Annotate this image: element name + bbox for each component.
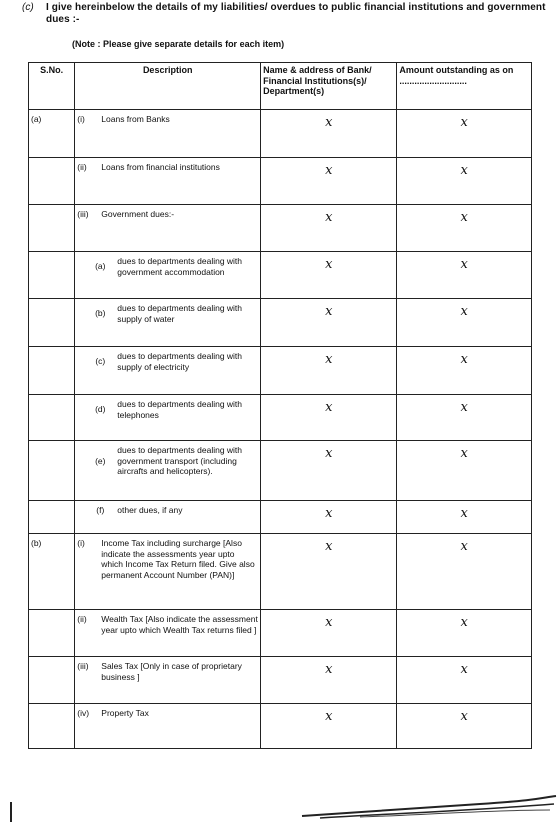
item-label: other dues, if any: [117, 505, 183, 515]
item-label: dues to departments dealing with supply of electricity: [117, 351, 243, 372]
bank-mark: x: [325, 709, 333, 724]
row-sno: [29, 657, 75, 704]
bank-mark: x: [325, 257, 333, 272]
table-row: [29, 158, 532, 205]
margin-mark: [10, 802, 12, 822]
row-sno: [29, 534, 75, 610]
row-description: [75, 534, 261, 610]
amount-mark: x: [460, 709, 468, 724]
row-bank: [261, 252, 397, 299]
row-sno: [29, 110, 75, 158]
bank-mark: x: [325, 304, 333, 319]
header-description: Description: [75, 63, 261, 110]
row-amount: [397, 441, 532, 501]
bank-mark: x: [325, 506, 333, 521]
row-bank: [261, 441, 397, 501]
row-amount: [397, 704, 532, 749]
row-sno: [29, 347, 75, 395]
bank-mark: x: [325, 352, 333, 367]
item-label: dues to departments dealing with government transport (including aircrafts and helicopters).: [117, 445, 243, 476]
item-prefix: (a): [95, 261, 106, 272]
item-roman: (ii): [77, 162, 87, 172]
row-amount: [397, 657, 532, 704]
row-bank: [261, 534, 397, 610]
bank-mark: x: [325, 446, 333, 461]
row-sno: [29, 501, 75, 534]
bank-mark: x: [325, 400, 333, 415]
row-description: [75, 347, 261, 395]
row-bank: [261, 704, 397, 749]
row-amount: [397, 395, 532, 441]
row-description: [75, 610, 261, 657]
item-label: dues to departments dealing with telephones: [117, 399, 243, 420]
row-sno: [29, 441, 75, 501]
row-description: [75, 158, 261, 205]
item-label: dues to departments dealing with government accommodation: [117, 256, 243, 277]
row-amount: [397, 501, 532, 534]
table-row: [29, 205, 532, 252]
item-roman: (i): [77, 538, 85, 548]
bank-mark: x: [325, 539, 333, 554]
amount-mark: x: [460, 539, 468, 554]
note-text: (Note : Please give separate details for each item): [72, 39, 285, 49]
table-header-row: [29, 63, 532, 110]
amount-mark: x: [460, 506, 468, 521]
row-sno: [29, 205, 75, 252]
row-bank: [261, 205, 397, 252]
table-row: [29, 441, 532, 501]
row-amount: [397, 299, 532, 347]
section-number: (c): [22, 2, 34, 13]
amount-mark: x: [460, 400, 468, 415]
row-sno: [29, 252, 75, 299]
table-row: [29, 534, 532, 610]
header-bank: Name & address of Bank/ Financial Institutions(s)/ Department(s): [261, 63, 397, 110]
bank-mark: x: [325, 163, 333, 178]
item-roman: (iv): [77, 708, 90, 718]
row-bank: [261, 657, 397, 704]
intro-text: I give hereinbelow the details of my liabilities/ overdues to public financial institutions and government dues :-: [46, 2, 546, 25]
amount-mark: x: [460, 115, 468, 130]
item-prefix: (b): [95, 308, 106, 319]
row-description: [75, 205, 261, 252]
amount-mark: x: [460, 163, 468, 178]
row-description: [75, 252, 261, 299]
row-bank: [261, 501, 397, 534]
item-label: Government dues:-: [101, 209, 175, 219]
table-row: [29, 610, 532, 657]
row-description: [75, 704, 261, 749]
item-label: Sales Tax [Only in case of proprietary business ]: [101, 661, 242, 682]
sno-label: (a): [31, 114, 42, 124]
item-prefix: (e): [95, 455, 106, 466]
amount-mark: x: [460, 615, 468, 630]
item-label: Income Tax including surcharge [Also indicate the assessments year upto which Income Tax Return filed. Give also permanent Account Number (PAN)]: [101, 538, 255, 580]
amount-mark: x: [460, 257, 468, 272]
item-label: Loans from Banks: [101, 114, 170, 124]
row-sno: [29, 299, 75, 347]
row-amount: [397, 347, 532, 395]
table-row: [29, 501, 532, 534]
item-roman: (ii): [77, 614, 87, 624]
row-bank: [261, 395, 397, 441]
row-bank: [261, 299, 397, 347]
header-amount: Amount outstanding as on ...........................: [397, 63, 532, 110]
row-description: [75, 395, 261, 441]
row-amount: [397, 110, 532, 158]
item-prefix: (d): [95, 404, 106, 415]
item-roman: (i): [77, 114, 85, 124]
item-label: Loans from financial institutions: [101, 162, 220, 172]
signature: [300, 790, 558, 820]
amount-mark: x: [460, 446, 468, 461]
row-amount: [397, 534, 532, 610]
table-row: [29, 110, 532, 158]
row-amount: [397, 252, 532, 299]
table-row: [29, 252, 532, 299]
row-description: [75, 441, 261, 501]
table-row: [29, 657, 532, 704]
intro-paragraph: [22, 2, 546, 26]
row-sno: [29, 395, 75, 441]
item-label: dues to departments dealing with supply of water: [117, 303, 243, 324]
table-row: [29, 299, 532, 347]
bank-mark: x: [325, 210, 333, 225]
bank-mark: x: [325, 615, 333, 630]
row-description: [75, 501, 261, 534]
amount-mark: x: [460, 210, 468, 225]
row-sno: [29, 704, 75, 749]
table-row: [29, 347, 532, 395]
row-description: [75, 299, 261, 347]
liabilities-table: [28, 62, 532, 749]
item-roman: (iii): [77, 661, 89, 671]
item-label: Wealth Tax [Also indicate the assessment year upto which Wealth Tax returns filed ]: [101, 614, 258, 635]
row-description: [75, 110, 261, 158]
row-amount: [397, 158, 532, 205]
item-prefix: (c): [95, 356, 106, 367]
item-label: Property Tax: [101, 708, 149, 718]
row-bank: [261, 610, 397, 657]
sno-label: (b): [31, 538, 42, 548]
row-bank: [261, 158, 397, 205]
amount-mark: x: [460, 352, 468, 367]
table-row: [29, 704, 532, 749]
row-amount: [397, 205, 532, 252]
row-bank: [261, 110, 397, 158]
bank-mark: x: [325, 115, 333, 130]
bank-mark: x: [325, 662, 333, 677]
row-description: [75, 657, 261, 704]
row-amount: [397, 610, 532, 657]
row-sno: [29, 158, 75, 205]
item-prefix: (f): [96, 505, 105, 515]
table-row: [29, 395, 532, 441]
row-sno: [29, 610, 75, 657]
item-roman: (iii): [77, 209, 89, 219]
amount-mark: x: [460, 304, 468, 319]
row-bank: [261, 347, 397, 395]
header-sno: S.No.: [29, 63, 75, 110]
amount-mark: x: [460, 662, 468, 677]
